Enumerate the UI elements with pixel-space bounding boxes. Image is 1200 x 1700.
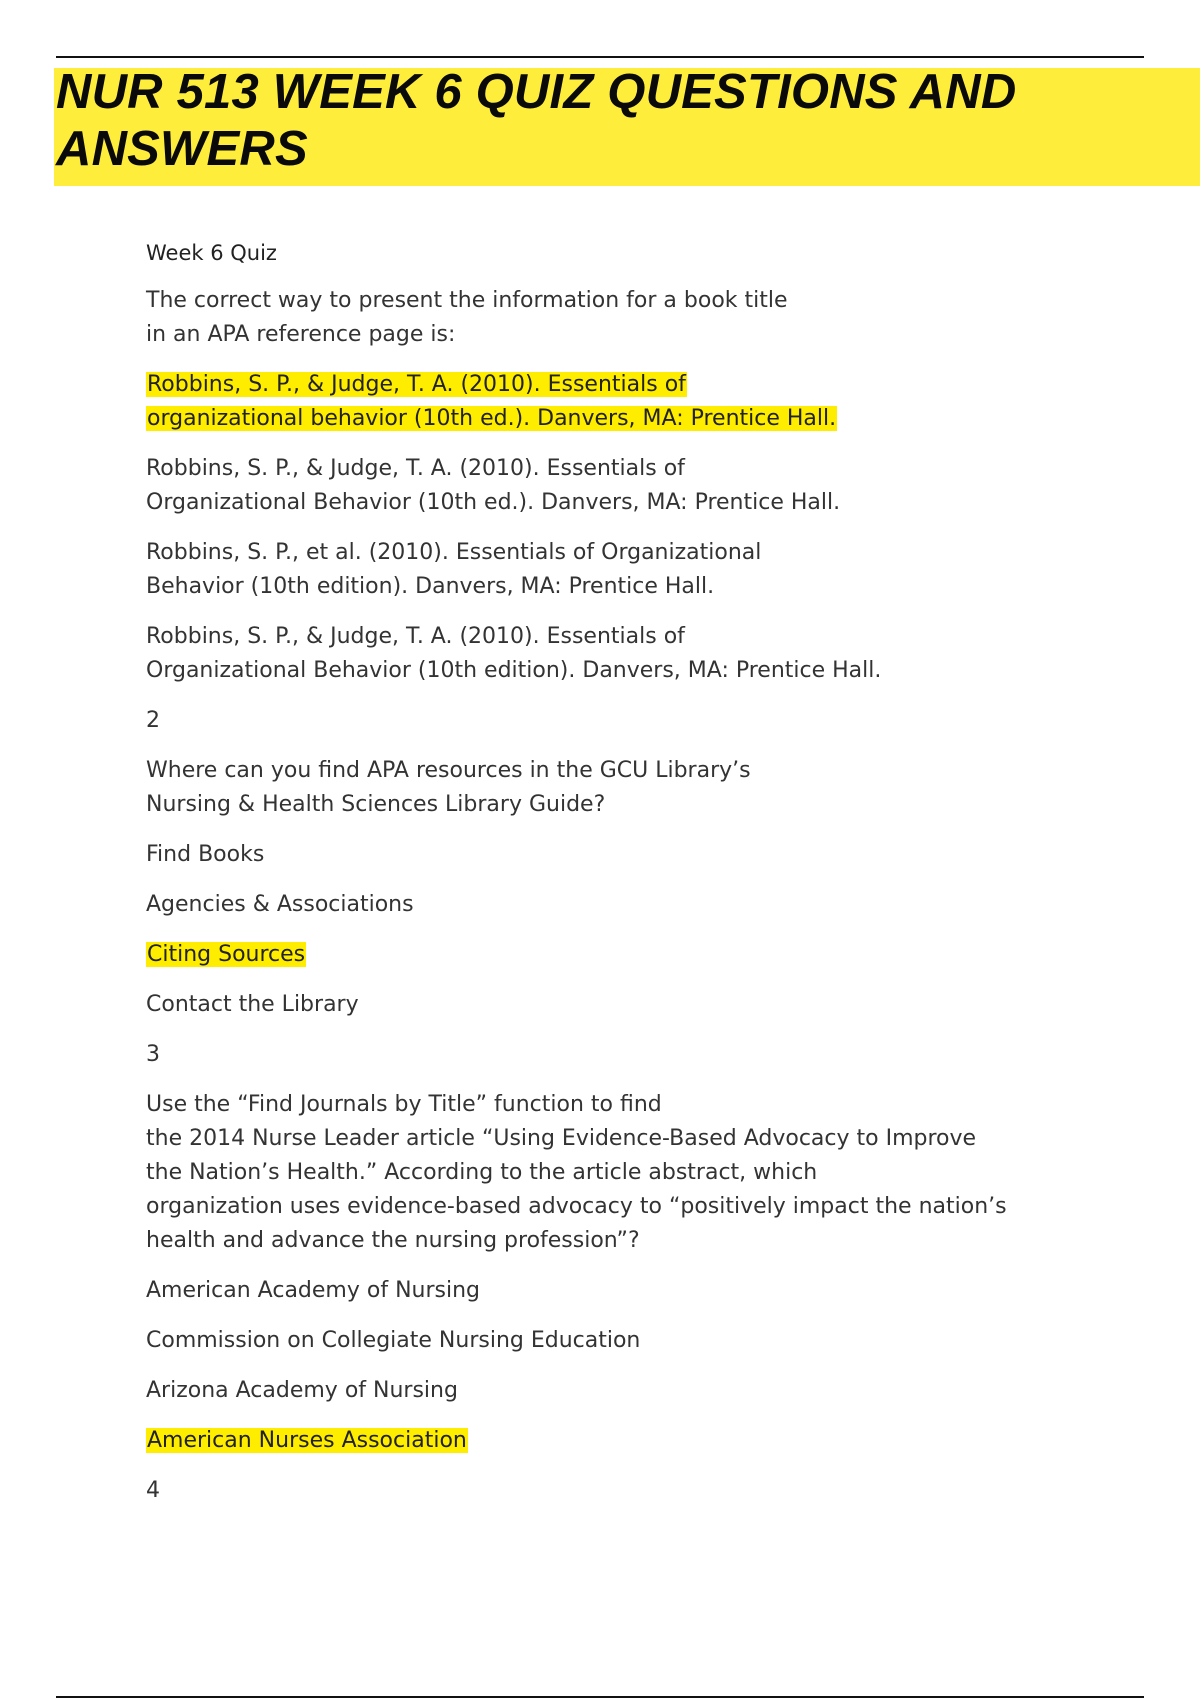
question-3-number: 3 [146,1042,160,1067]
question-1-text [146,284,1106,352]
question-1-option-b [146,452,1106,520]
bottom-rule [56,1696,1144,1698]
correct-answer-highlight: Robbins, S. P., & Judge, T. A. (2010). Essentials of [147,372,686,397]
question-3-line: health and advance the nursing profession”? [146,1228,640,1253]
question-3-text [146,1088,1106,1258]
question-2-number: 2 [146,708,160,733]
question-3-line: the 2014 Nurse Leader article “Using Evidence-Based Advocacy to Improve [146,1126,977,1151]
correct-answer-highlight: organizational behavior (10th ed.). Danvers, MA: Prentice Hall. [147,406,837,431]
top-rule [56,56,1144,58]
option-line: Robbins, S. P., & Judge, T. A. (2010). Essentials of [146,624,685,649]
question-1-option-d [146,620,1106,688]
question-2-option-d: Contact the Library [146,992,359,1017]
document-title: NUR 513 WEEK 6 QUIZ QUESTIONS AND ANSWERS [56,65,1017,176]
correct-answer-highlight: Citing Sources [147,942,306,967]
quiz-body [146,236,1106,1524]
question-3-option-d [146,1424,1106,1458]
question-3-option-c: Arizona Academy of Nursing [146,1378,458,1403]
option-line: Robbins, S. P., et al. (2010). Essentials of Organizational [146,540,762,565]
question-1-line: The correct way to present the information for a book title [146,288,788,313]
quiz-label: Week 6 Quiz [146,241,277,265]
question-1-option-a [146,368,1106,436]
question-3-line: Use the “Find Journals by Title” function to find [146,1092,662,1117]
question-2-text [146,754,1106,822]
question-3-line: organization uses evidence-based advocacy to “positively impact the nation’s [146,1194,1007,1219]
question-2-option-a: Find Books [146,842,265,867]
question-2-option-b: Agencies & Associations [146,892,414,917]
option-line: Robbins, S. P., & Judge, T. A. (2010). Essentials of [146,456,685,481]
question-4-number: 4 [146,1478,160,1503]
question-1-line: in an APA reference page is: [146,322,456,347]
question-2-option-c [146,938,1106,972]
question-3-line: the Nation’s Health.” According to the article abstract, which [146,1160,818,1185]
question-3-option-b: Commission on Collegiate Nursing Education [146,1328,641,1353]
question-2-line: Where can you find APA resources in the GCU Library’s [146,758,751,783]
option-line: Organizational Behavior (10th edition). Danvers, MA: Prentice Hall. [146,658,882,683]
question-1-option-c [146,536,1106,604]
option-line: Behavior (10th edition). Danvers, MA: Prentice Hall. [146,574,715,599]
option-line: Organizational Behavior (10th ed.). Danvers, MA: Prentice Hall. [146,490,841,515]
question-3-option-a: American Academy of Nursing [146,1278,480,1303]
correct-answer-highlight: American Nurses Association [147,1428,467,1453]
question-2-line: Nursing & Health Sciences Library Guide? [146,792,606,817]
